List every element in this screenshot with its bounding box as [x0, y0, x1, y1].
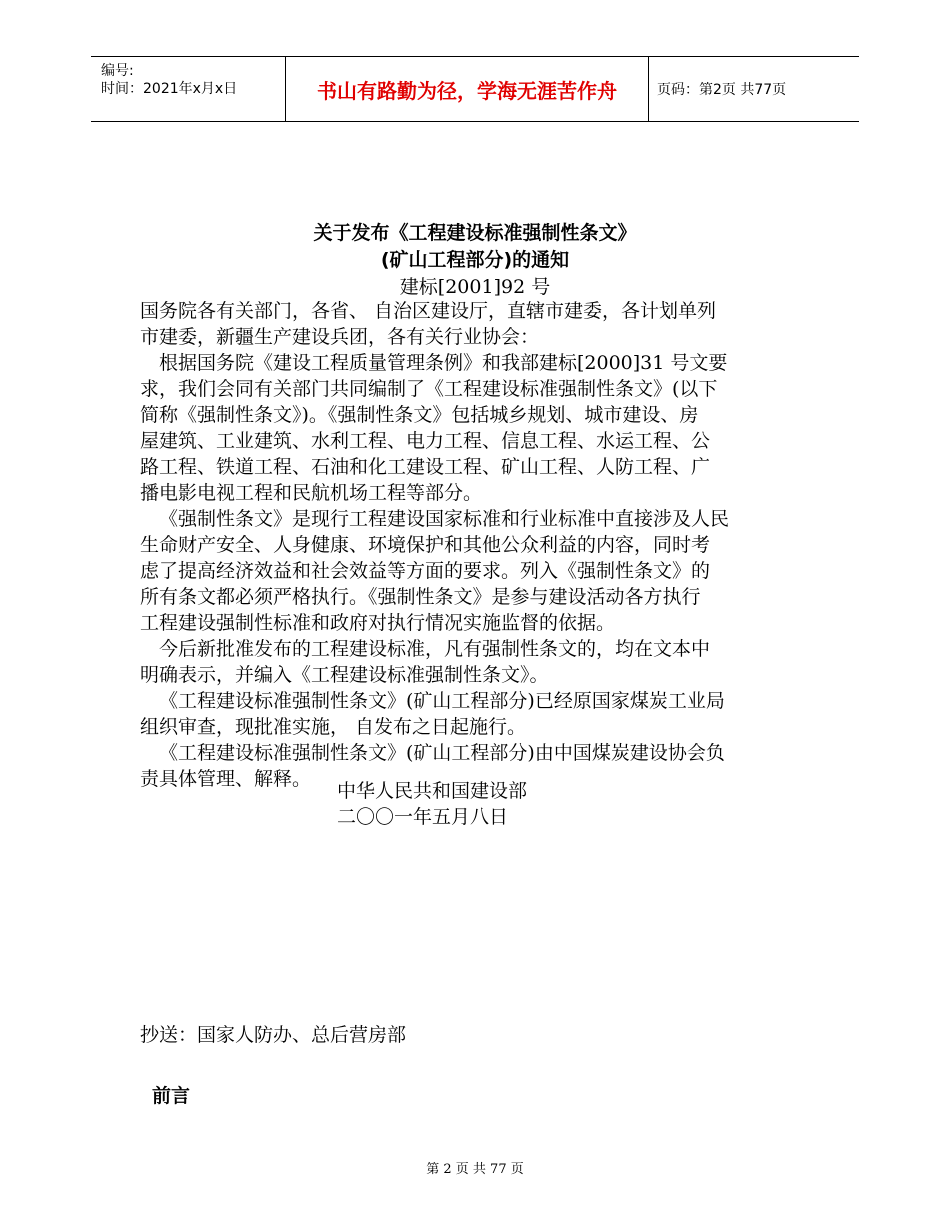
page-header: [91, 56, 859, 122]
text-line: 明确表示，并编入《工程建设标准强制性条文》。: [140, 664, 549, 686]
paragraph-3: [140, 636, 810, 688]
text-line: 虑了提高经济效益和社会效益等方面的要求。列入《强制性条文》的: [140, 560, 711, 582]
text-line: 组织审查，现批准实施， 自发布之日起施行。: [140, 716, 527, 738]
text-line: 播电影电视工程和民航机场工程等部分。: [140, 482, 483, 504]
text-line: 求，我们会同有关部门共同编制了《工程建设标准强制性条文》(以下: [140, 378, 718, 400]
doc-title-line2: (矿山工程部分)的通知: [380, 249, 570, 271]
text-line: 路工程、铁道工程、石油和化工建设工程、矿山工程、人防工程、广: [140, 456, 711, 478]
preface-heading: 前言: [152, 1085, 191, 1107]
header-info: [91, 57, 285, 121]
text-line: 生命财产安全、人身健康、环境保护和其他公众利益的内容，同时考: [140, 534, 711, 556]
text-line: 责具体管理、解释。: [140, 768, 312, 790]
number-label: 编号:: [101, 63, 134, 79]
text-line: 今后新批准发布的工程建设标准，凡有强制性条文的，均在文本中: [159, 638, 711, 660]
text-line: 工程建设强制性标准和政府对执行情况实施监督的依据。: [140, 612, 616, 634]
text-line: 屋建筑、工业建筑、水利工程、电力工程、信息工程、水运工程、公: [140, 430, 711, 452]
header-motto: 书山有路勤为径，学海无涯苦作舟: [285, 57, 649, 121]
doc-title-line1: 关于发布《工程建设标准强制性条文》: [313, 222, 637, 244]
paragraph-1: [140, 350, 810, 506]
page-footer: 第 2 页 共 77 页: [426, 1162, 524, 1177]
text-line: 根据国务院《建设工程质量管理条例》和我部建标[2000]31 号文要: [159, 352, 728, 374]
text-line: 《工程建设标准强制性条文》(矿山工程部分)由中国煤炭建设协会负: [159, 742, 725, 764]
doc-number: 建标[2001]92 号: [399, 276, 551, 298]
text-line: 所有条文都必须严格执行。《强制性条文》是参与建设活动各方执行: [140, 586, 701, 608]
addressee: [140, 298, 810, 350]
header-page-info: 页码：第2页 共77页: [657, 82, 787, 98]
time-label: 时间：2021年x月x日: [101, 81, 238, 97]
text-line: 简称《强制性条文》)。《强制性条文》包括城乡规划、城市建设、房: [140, 404, 699, 426]
paragraph-2: [140, 506, 810, 636]
signature-date: 二〇〇一年五月八日: [337, 806, 509, 828]
text-line: 《强制性条文》是现行工程建设国家标准和行业标准中直接涉及人民: [159, 508, 730, 530]
paragraph-4: [140, 688, 810, 740]
cc-line: 抄送：国家人防办、总后营房部: [140, 1024, 407, 1046]
text-line: 国务院各有关部门，各省、 自治区建设厅，直辖市建委，各计划单列: [140, 300, 717, 322]
text-line: 《工程建设标准强制性条文》(矿山工程部分)已经原国家煤炭工业局: [159, 690, 725, 712]
signature-org: 中华人民共和国建设部: [337, 780, 528, 802]
text-line: 市建委，新疆生产建设兵团，各有关行业协会：: [140, 326, 540, 348]
